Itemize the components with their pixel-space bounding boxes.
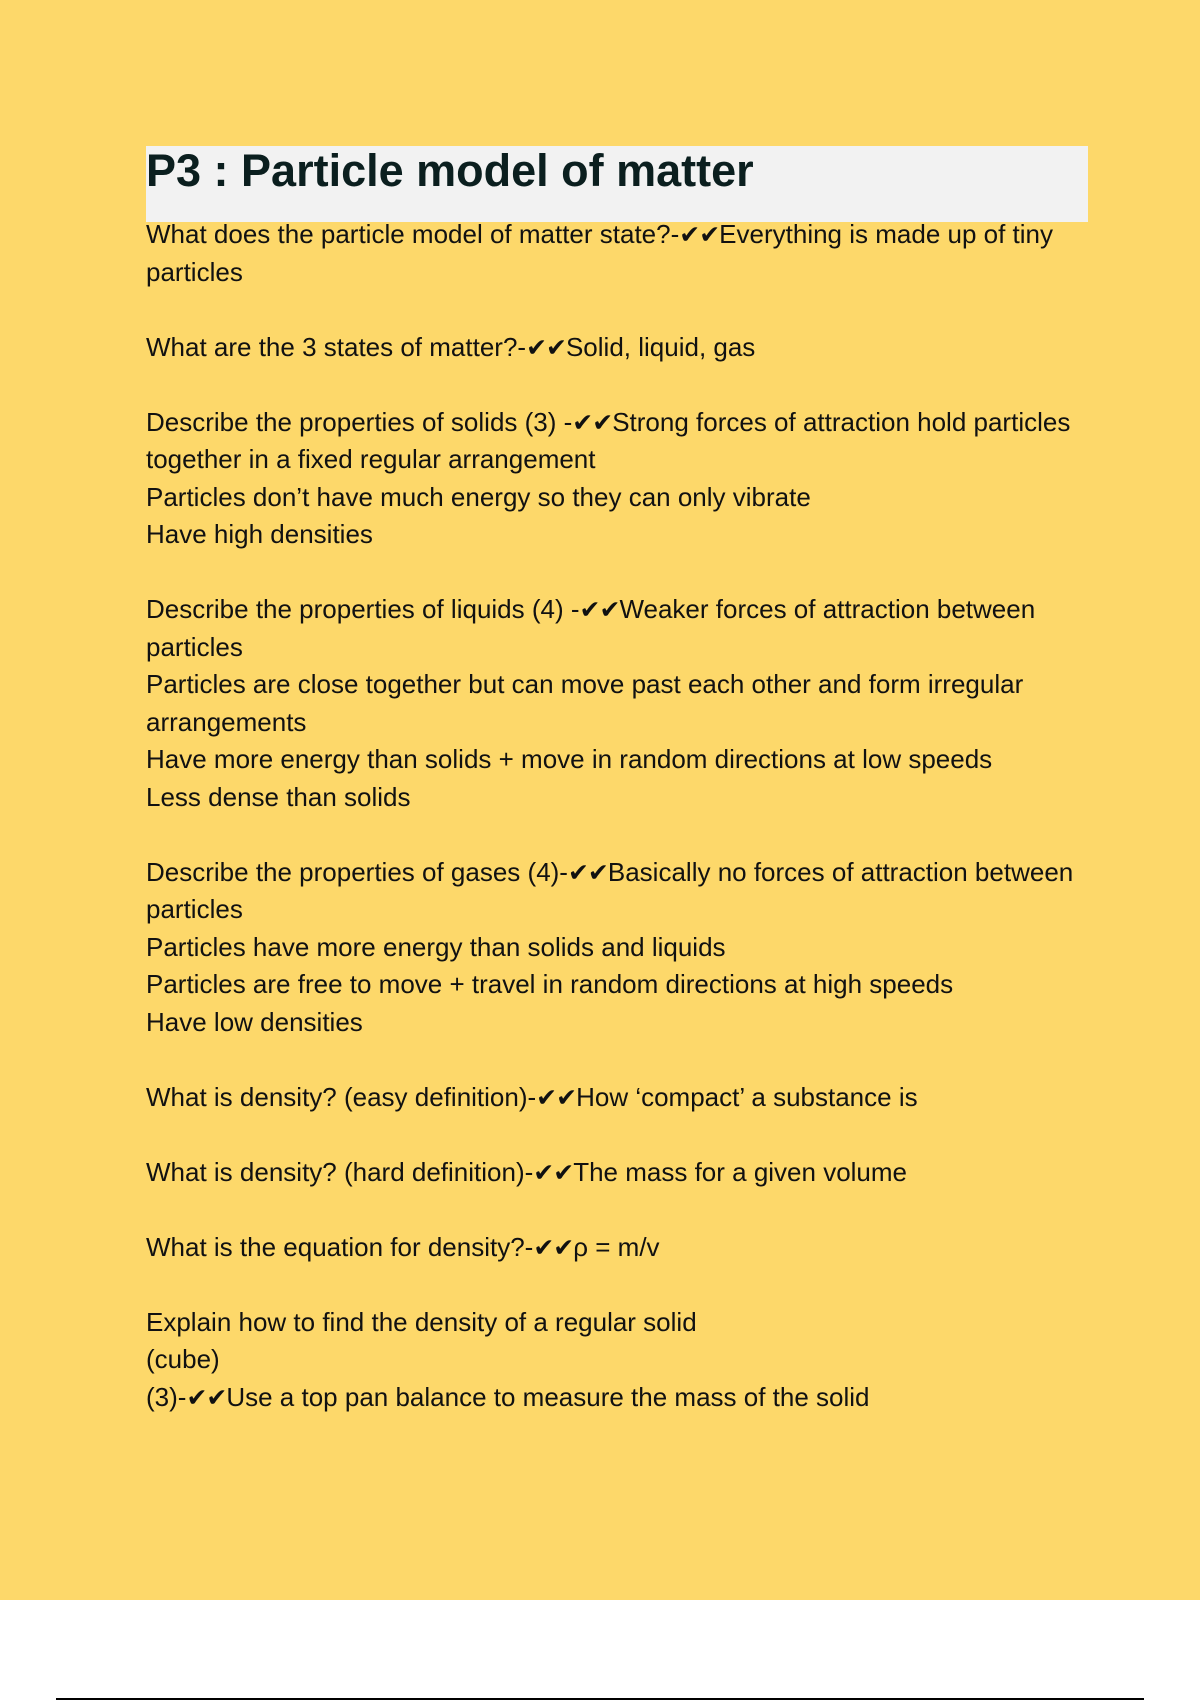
flashcard-line bbox=[146, 1079, 1096, 1117]
question-text: What are the 3 states of matter?- bbox=[146, 331, 527, 362]
check-mark-icon: ✔✔ bbox=[526, 332, 566, 362]
flashcard-line bbox=[146, 1229, 1096, 1267]
title-bar bbox=[146, 146, 1088, 222]
answer-line: Particles have more energy than solids and liquids bbox=[146, 931, 726, 962]
answer-text: Basically no forces of attraction between particles bbox=[146, 856, 1074, 924]
flashcard-item bbox=[146, 1304, 1096, 1417]
question-text: Describe the properties of gases (4)- bbox=[146, 856, 568, 887]
flashcard-item bbox=[146, 1229, 1096, 1267]
answer-text: Weaker forces of attraction between particles bbox=[146, 594, 1036, 662]
question-text: What does the particle model of matter state?- bbox=[146, 219, 680, 249]
flashcard-item bbox=[146, 404, 1096, 554]
flashcard-item bbox=[146, 329, 1096, 367]
flashcard-line bbox=[146, 216, 1096, 291]
question-text: (3)- bbox=[146, 1381, 187, 1412]
flashcard-line bbox=[146, 404, 1096, 479]
answer-text: Use a top pan balance to measure the mass of the solid bbox=[226, 1381, 870, 1412]
answer-text: The mass for a given volume bbox=[573, 1156, 908, 1187]
answer-line: Have low densities bbox=[146, 1006, 363, 1037]
flashcard-item bbox=[146, 216, 1096, 291]
flashcard-line bbox=[146, 1379, 1096, 1417]
flashcard-line bbox=[146, 329, 1096, 367]
question-line: Explain how to find the density of a regular solid bbox=[146, 1306, 697, 1337]
page-title: P3 : Particle model of matter bbox=[146, 145, 754, 196]
question-line: (cube) bbox=[146, 1344, 220, 1374]
answer-text: ρ = m/v bbox=[573, 1231, 660, 1262]
answer-line: Have high densities bbox=[146, 519, 373, 549]
question-text: What is the equation for density?- bbox=[146, 1231, 534, 1262]
flashcard-line bbox=[146, 854, 1096, 929]
answer-line: Have more energy than solids + move in random directions at low speeds bbox=[146, 744, 993, 774]
answer-text: How ‘compact’ a substance is bbox=[576, 1081, 918, 1112]
answer-line: Particles are close together but can move past each other and form irregular arrangements bbox=[146, 669, 1024, 737]
flashcard-line bbox=[146, 591, 1096, 666]
answer-text: Solid, liquid, gas bbox=[565, 331, 756, 362]
answer-line: Less dense than solids bbox=[146, 781, 411, 812]
check-mark-icon: ✔✔ bbox=[186, 1382, 227, 1412]
answer-line: Particles are free to move + travel in random directions at high speeds bbox=[146, 969, 954, 999]
question-text: Describe the properties of liquids (4) - bbox=[146, 594, 580, 624]
question-text: What is density? (easy definition)- bbox=[146, 1081, 537, 1112]
answer-text: Strong forces of attraction hold particles together in a fixed regular arrangement bbox=[146, 406, 1071, 474]
check-mark-icon: ✔✔ bbox=[572, 407, 613, 437]
check-mark-icon: ✔✔ bbox=[679, 220, 720, 249]
flashcard-item bbox=[146, 1079, 1096, 1117]
question-text: Describe the properties of solids (3) - bbox=[146, 406, 573, 437]
check-mark-icon: ✔✔ bbox=[579, 595, 620, 624]
flashcard-item bbox=[146, 591, 1096, 816]
check-mark-icon: ✔✔ bbox=[533, 1232, 574, 1262]
check-mark-icon: ✔✔ bbox=[567, 857, 608, 887]
check-mark-icon: ✔✔ bbox=[536, 1082, 577, 1112]
answer-line: Particles don’t have much energy so they can only vibrate bbox=[146, 481, 811, 512]
check-mark-icon: ✔✔ bbox=[533, 1157, 574, 1187]
question-text: What is density? (hard definition)- bbox=[146, 1156, 534, 1187]
flashcard-list bbox=[146, 216, 1096, 1454]
answer-text: Everything is made up of tiny particles bbox=[146, 219, 1054, 287]
flashcard-item bbox=[146, 1154, 1096, 1192]
flashcard-item bbox=[146, 854, 1096, 1042]
flashcard-line bbox=[146, 1154, 1096, 1192]
